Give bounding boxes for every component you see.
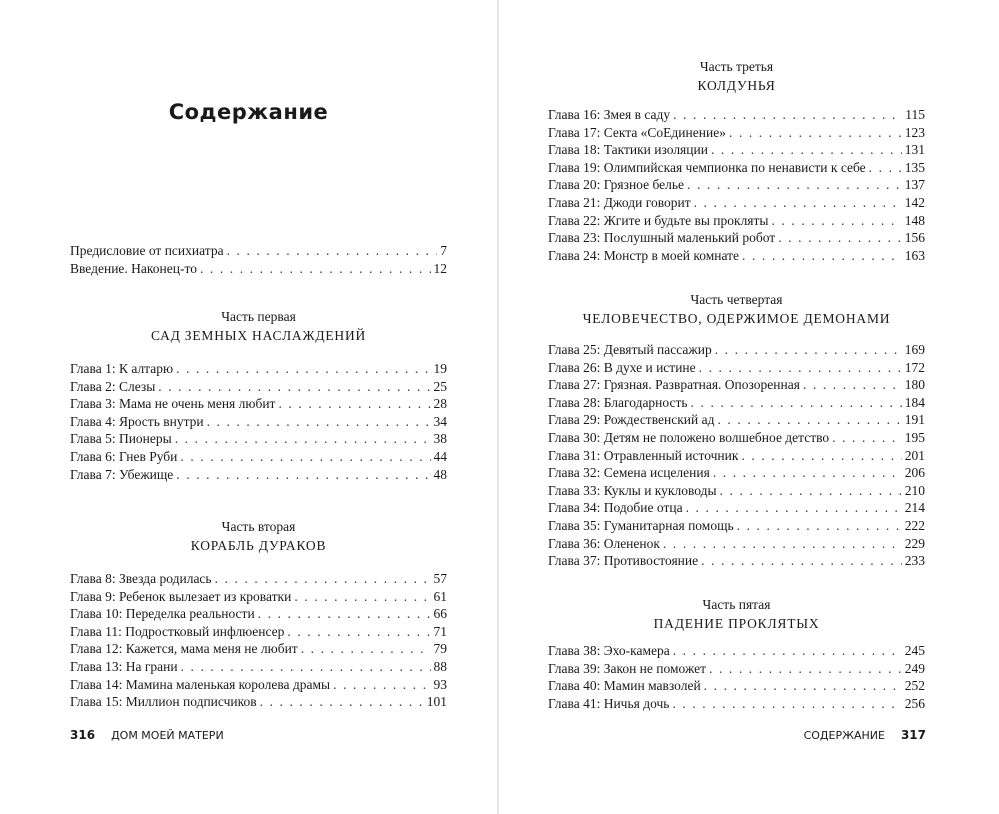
toc-entry[interactable]: Глава 23: Послушный маленький робот . . . 156 xyxy=(548,229,925,247)
page-number: 317 xyxy=(900,728,926,742)
toc-entry[interactable]: Глава 10: Переделка реальности . . . 66 xyxy=(70,605,447,623)
part-name: КОРАБЛЬ ДУРАКОВ xyxy=(190,538,327,553)
toc-entry[interactable]: Глава 18: Тактики изоляции . . . 131 xyxy=(548,141,925,159)
part-three-entries xyxy=(548,106,925,264)
part-label: Часть первая xyxy=(221,309,296,324)
toc-entry[interactable]: Глава 8: Звезда родилась . . . 57 xyxy=(70,570,447,588)
toc-entry[interactable]: Глава 33: Куклы и кукловоды . . . 210 xyxy=(548,482,925,500)
part-name: ПАДЕНИЕ ПРОКЛЯТЫХ xyxy=(653,616,820,631)
toc-entry[interactable]: Предисловие от психиатра . . . 7 xyxy=(70,242,447,260)
toc-entry[interactable]: Глава 13: На грани . . . 88 xyxy=(70,658,447,676)
toc-entry[interactable]: Глава 19: Олимпийская чемпионка по ненависти к себе . . . 135 xyxy=(548,159,925,177)
page-footer xyxy=(70,728,224,743)
toc-title: Содержание xyxy=(168,100,329,124)
toc-entry[interactable]: Глава 3: Мама не очень меня любит . . . 28 xyxy=(70,395,447,413)
part-heading xyxy=(70,519,447,555)
toc-entry[interactable]: Глава 7: Убежище . . . 48 xyxy=(70,466,447,484)
toc-entry[interactable]: Глава 22: Жгите и будьте вы прокляты . . . 148 xyxy=(548,212,925,230)
running-head: ДОМ МОЕЙ МАТЕРИ xyxy=(111,729,224,742)
right-page xyxy=(499,0,999,814)
toc-entry[interactable]: Глава 16: Змея в саду . . . 115 xyxy=(548,106,925,124)
toc-entry[interactable]: Глава 12: Кажется, мама меня не любит . . . 79 xyxy=(70,640,447,658)
page-number: 316 xyxy=(70,728,96,742)
toc-entry[interactable]: Глава 2: Слезы . . . 25 xyxy=(70,378,447,396)
toc-entry[interactable]: Глава 1: К алтарю . . . 19 xyxy=(70,360,447,378)
toc-entry[interactable]: Глава 35: Гуманитарная помощь . . . 222 xyxy=(548,517,925,535)
part-label: Часть третья xyxy=(699,59,774,74)
toc-entry[interactable]: Глава 5: Пионеры . . . 38 xyxy=(70,430,447,448)
toc-entry[interactable]: Глава 38: Эхо-камера . . . 245 xyxy=(548,642,925,660)
toc-entry[interactable]: Глава 41: Ничья дочь . . . 256 xyxy=(548,695,925,713)
part-four-entries xyxy=(548,341,925,570)
toc-entry[interactable]: Глава 4: Ярость внутри . . . 34 xyxy=(70,413,447,431)
part-name: КОЛДУНЬЯ xyxy=(697,78,776,93)
part-heading xyxy=(548,292,925,328)
toc-entry[interactable]: Глава 30: Детям не положено волшебное детство . . . 195 xyxy=(548,429,925,447)
part-heading xyxy=(70,309,447,345)
toc-entry[interactable]: Глава 20: Грязное белье . . . 137 xyxy=(548,176,925,194)
toc-entry[interactable]: Глава 39: Закон не поможет . . . 249 xyxy=(548,660,925,678)
toc-entry[interactable]: Глава 37: Противостояние . . . 233 xyxy=(548,552,925,570)
toc-entry[interactable]: Глава 21: Джоди говорит . . . 142 xyxy=(548,194,925,212)
page-footer xyxy=(804,728,926,743)
toc-entry[interactable]: Глава 29: Рождественский ад . . . 191 xyxy=(548,411,925,429)
part-heading xyxy=(548,597,925,633)
toc-entry[interactable]: Глава 27: Грязная. Развратная. Опозоренная . . . 180 xyxy=(548,376,925,394)
toc-entry[interactable]: Глава 31: Отравленный источник . . . 201 xyxy=(548,447,925,465)
toc-entry[interactable]: Глава 32: Семена исцеления . . . 206 xyxy=(548,464,925,482)
toc-entry[interactable]: Введение. Наконец-то . . . 12 xyxy=(70,260,447,278)
intro-entries xyxy=(70,242,447,277)
part-one-entries xyxy=(70,360,447,483)
part-label: Часть пятая xyxy=(702,597,771,612)
toc-entry[interactable]: Глава 26: В духе и истине . . . 172 xyxy=(548,359,925,377)
part-name: САД ЗЕМНЫХ НАСЛАЖДЕНИЙ xyxy=(150,328,367,343)
part-name: ЧЕЛОВЕЧЕСТВО, ОДЕРЖИМОЕ ДЕМОНАМИ xyxy=(582,311,891,326)
toc-entry[interactable]: Глава 40: Мамин мавзолей . . . 252 xyxy=(548,677,925,695)
toc-entry[interactable]: Глава 15: Миллион подписчиков . . . 101 xyxy=(70,693,447,711)
toc-entry[interactable]: Глава 6: Гнев Руби . . . 44 xyxy=(70,448,447,466)
running-head: СОДЕРЖАНИЕ xyxy=(803,729,885,742)
part-heading xyxy=(548,59,925,95)
left-page xyxy=(0,0,497,814)
toc-entry[interactable]: Глава 25: Девятый пассажир . . . 169 xyxy=(548,341,925,359)
toc-entry[interactable]: Глава 24: Монстр в моей комнате . . . 163 xyxy=(548,247,925,265)
toc-entry[interactable]: Глава 9: Ребенок вылезает из кроватки . . . 61 xyxy=(70,588,447,606)
toc-entry[interactable]: Глава 34: Подобие отца . . . 214 xyxy=(548,499,925,517)
toc-entry[interactable]: Глава 17: Секта «СоЕдинение» . . . 123 xyxy=(548,124,925,142)
part-label: Часть вторая xyxy=(221,519,296,534)
part-label: Часть четвертая xyxy=(690,292,783,307)
toc-entry[interactable]: Глава 14: Мамина маленькая королева драмы . . . 93 xyxy=(70,676,447,694)
part-five-entries xyxy=(548,642,925,712)
part-two-entries xyxy=(70,570,447,711)
toc-entry[interactable]: Глава 28: Благодарность . . . 184 xyxy=(548,394,925,412)
toc-entry[interactable]: Глава 36: Олененок . . . 229 xyxy=(548,535,925,553)
toc-entry[interactable]: Глава 11: Подростковый инфлюенсер . . . 71 xyxy=(70,623,447,641)
